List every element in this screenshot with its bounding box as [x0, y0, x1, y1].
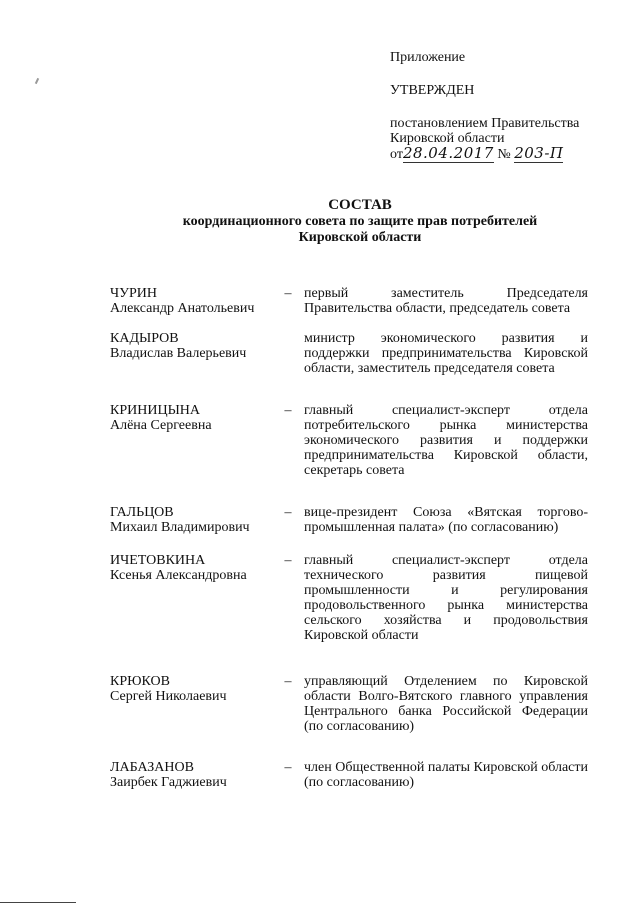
member-given-name: Алёна Сергеевна — [110, 418, 212, 433]
member-surname: КРЮКОВ — [110, 674, 170, 689]
document-heading — [100, 197, 620, 246]
member-surname: ГАЛЬЦОВ — [110, 505, 174, 520]
member-name — [110, 674, 275, 704]
resolution-label: постановлением Правительства — [390, 116, 580, 131]
member-name — [110, 331, 275, 361]
member-role: министр экономического развития и поддержки предпринимательства Кировской области, заместитель председателя совета — [304, 331, 588, 376]
approval-block — [390, 50, 630, 162]
member-row — [110, 674, 588, 760]
member-role: член Общественной палаты Кировской области (по согласованию) — [304, 760, 589, 790]
member-name — [110, 553, 275, 583]
member-surname: ЛАБАЗАНОВ — [110, 760, 194, 775]
member-given-name: Александр Анатольевич — [110, 301, 255, 316]
member-list — [110, 286, 588, 800]
member-dash: – — [284, 505, 292, 520]
member-given-name: Владислав Валерьевич — [110, 346, 247, 361]
member-role: главный специалист-эксперт отдела потребительского рынка министерства экономического развития и поддержки предпринимательства Кировской области, секретарь совета — [304, 403, 588, 478]
member-given-name: Ксенья Александровна — [110, 568, 247, 583]
number-prefix: № — [497, 147, 511, 162]
member-given-name: Заирбек Гаджиевич — [110, 775, 227, 790]
member-surname: ИЧЕТОВКИНА — [110, 553, 206, 568]
appendix-label: Приложение — [390, 50, 466, 65]
member-dash: – — [284, 760, 292, 775]
document-title: СОСТАВ — [328, 197, 392, 213]
member-row — [110, 403, 588, 505]
member-role: вице-президент Союза «Вятская торгово-промышленная палата» (по согласованию) — [304, 505, 588, 535]
handwritten-number: 203-П — [514, 144, 564, 162]
member-role: главный специалист-эксперт отдела технического развития пищевой промышленности и регулирования продовольственного рынка министерства сельского хозяйства и продовольствия Кировской области — [304, 553, 588, 643]
member-dash: – — [284, 286, 292, 301]
member-name — [110, 403, 275, 433]
member-surname: ЧУРИН — [110, 286, 158, 301]
date-prefix: от — [390, 147, 403, 162]
member-given-name: Михаил Владимирович — [110, 520, 250, 535]
member-dash: – — [284, 553, 292, 568]
member-dash: – — [284, 403, 292, 418]
member-dash: – — [284, 674, 292, 689]
member-surname: КАДЫРОВ — [110, 331, 179, 346]
footer-rule — [0, 902, 76, 903]
document-subtitle-region: Кировской области — [298, 230, 422, 245]
member-surname: КРИНИЦЫНА — [110, 403, 200, 418]
member-name — [110, 760, 275, 790]
member-row — [110, 331, 588, 403]
date-number-line — [390, 146, 630, 162]
member-row — [110, 505, 588, 553]
member-name — [110, 286, 275, 316]
scan-artifact — [35, 78, 39, 84]
region-label: Кировской области — [390, 131, 505, 146]
member-name — [110, 505, 275, 535]
member-role: первый заместитель Председателя Правительства области, председатель совета — [304, 286, 588, 316]
member-row — [110, 553, 588, 674]
member-given-name: Сергей Николаевич — [110, 689, 227, 704]
member-row — [110, 286, 588, 331]
member-row — [110, 760, 588, 800]
handwritten-date: 28.04.2017 — [402, 144, 494, 162]
member-role: управляющий Отделением по Кировской области Волго-Вятского главного управления Центрального банка Российской Федерации (по согласованию) — [304, 674, 588, 734]
approved-label: УТВЕРЖДЕН — [390, 83, 475, 98]
document-subtitle: координационного совета по защите прав потребителей — [182, 214, 538, 229]
